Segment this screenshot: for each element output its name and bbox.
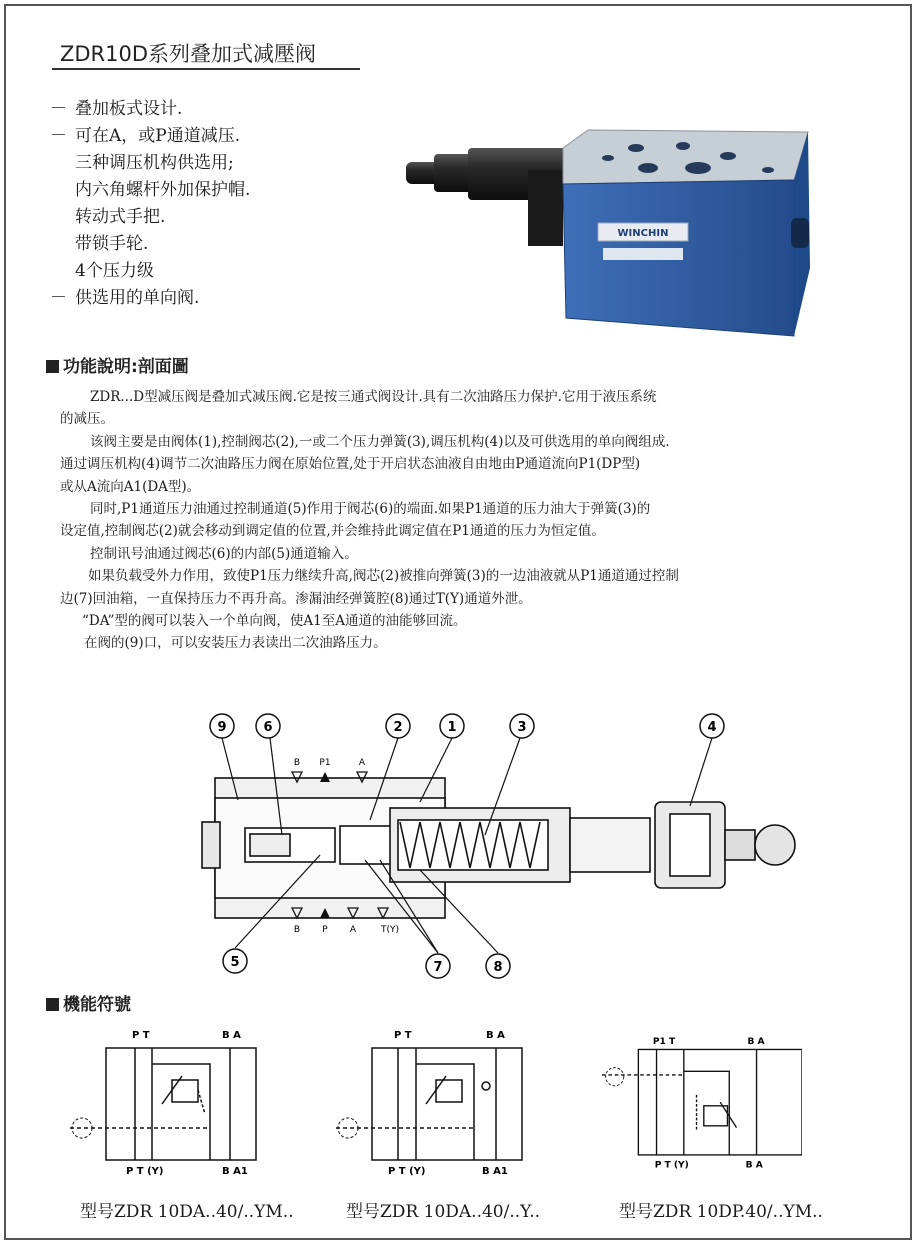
feature-item: － 供选用的单向阀. bbox=[50, 288, 200, 308]
callout-1: 1 bbox=[447, 720, 457, 735]
bottom-port-label: A bbox=[349, 925, 357, 935]
bottom-port-label: B bbox=[293, 925, 301, 935]
symbol-port-label: P T bbox=[132, 1030, 150, 1041]
description-line: 同时,P1通道压力油通过控制通道(5)作用于阀芯(6)的端面.如果P1通道的压力油大于弹簧(3)的 bbox=[90, 501, 651, 518]
description-line: 或从A流向A1(DA型)。 bbox=[60, 478, 201, 495]
feature-item: 4个压力级 bbox=[75, 261, 154, 281]
feature-item: 内六角螺杆外加保护帽. bbox=[75, 180, 251, 200]
description-line: ZDR...D型减压阀是叠加式减压阀.它是按三通式阀设计.具有二次油路压力保护.它用于液压系统 bbox=[90, 389, 657, 405]
cross-section-diagram bbox=[200, 710, 820, 995]
model-caption: 型号ZDR 10DP.40/..YM.. bbox=[619, 1202, 823, 1222]
section-heading-function: 功能說明:剖面圖 bbox=[46, 352, 189, 377]
model-caption: 型号ZDR 10DA..40/..Y.. bbox=[346, 1202, 540, 1222]
feature-item: 带锁手轮. bbox=[75, 234, 149, 254]
bottom-port-label: P bbox=[322, 925, 328, 935]
callout-4: 4 bbox=[707, 720, 717, 735]
hydraulic-symbol bbox=[336, 1024, 536, 1184]
square-bullet-icon bbox=[46, 998, 59, 1011]
callout-6: 6 bbox=[263, 720, 273, 735]
description-line: 的减压。 bbox=[60, 411, 114, 428]
description-line: “DA”型的阀可以装入一个单向阀，使A1至A通道的油能够回流。 bbox=[82, 613, 467, 630]
square-bullet-icon bbox=[46, 360, 59, 373]
symbol-port-label: B A1 bbox=[482, 1166, 508, 1177]
hydraulic-symbol bbox=[70, 1024, 270, 1184]
description-line: 设定值,控制阀芯(2)就会移动到调定值的位置,并会维持此调定值在P1通道的压力为恒定值。 bbox=[60, 523, 605, 540]
model-caption: 型号ZDR 10DA..40/..YM.. bbox=[80, 1202, 294, 1222]
page-title: ZDR10D系列叠加式减壓阀 bbox=[60, 42, 317, 66]
description-line: 在阀的(9)口，可以安装压力表读出二次油路压力。 bbox=[84, 635, 387, 652]
feature-item: 转动式手把. bbox=[75, 207, 166, 227]
feature-item: － 可在A，或P通道减压. bbox=[50, 126, 241, 146]
callout-5: 5 bbox=[230, 955, 240, 970]
description bbox=[60, 386, 900, 655]
callout-8: 8 bbox=[493, 960, 503, 975]
symbol-port-label: P T (Y) bbox=[388, 1166, 426, 1177]
callout-7: 7 bbox=[433, 960, 443, 975]
brand-label: WINCHIN bbox=[617, 228, 669, 239]
top-port-label: P1 bbox=[319, 758, 331, 768]
callout-2: 2 bbox=[393, 720, 403, 735]
symbol-port-label: B A bbox=[486, 1030, 505, 1041]
description-line: 边(7)回油箱，一直保持压力不再升高。渗漏油经弹簧腔(8)通过T(Y)通道外泄。 bbox=[60, 590, 532, 607]
top-port-label: A bbox=[358, 758, 366, 768]
symbol-port-label: B A bbox=[745, 1160, 763, 1171]
symbol-port-label: P1 T bbox=[652, 1037, 676, 1047]
hydraulic-symbol bbox=[602, 1024, 802, 1184]
symbol-port-label: P T bbox=[394, 1030, 412, 1041]
feature-list bbox=[50, 96, 250, 312]
callout-3: 3 bbox=[517, 720, 527, 735]
feature-item: 三种调压机构供选用; bbox=[75, 153, 234, 173]
title-underline bbox=[52, 68, 360, 70]
bottom-port-label: T(Y) bbox=[380, 925, 400, 935]
description-line: 控制讯号油通过阀芯(6)的内部(5)通道输入。 bbox=[90, 545, 358, 562]
symbol-port-label: P T (Y) bbox=[654, 1160, 689, 1171]
symbol-port-label: B A bbox=[747, 1037, 765, 1047]
symbol-port-label: B A bbox=[222, 1030, 241, 1041]
feature-item: － 叠加板式设计. bbox=[50, 99, 183, 119]
description-line: 该阀主要是由阀体(1),控制阀芯(2),一或二个压力弹簧(3),调压机构(4)以及可供选用的单向阀组成. bbox=[90, 433, 670, 450]
product-image bbox=[398, 118, 816, 340]
symbol-port-label: B A1 bbox=[222, 1166, 248, 1177]
callout-9: 9 bbox=[217, 720, 227, 735]
description-line: 通过调压机构(4)调节二次油路压力阀在原始位置,处于开启状态油液自由地由P通道流向P1(DP型) bbox=[60, 456, 641, 473]
description-line: 如果负载受外力作用，致使P1压力继续升高,阀芯(2)被推向弹簧(3)的一边油液就从P1通道通过控制 bbox=[88, 568, 679, 585]
symbol-port-label: P T (Y) bbox=[126, 1166, 164, 1177]
top-port-label: B bbox=[293, 758, 301, 768]
section-heading-symbols: 機能符號 bbox=[46, 990, 131, 1015]
